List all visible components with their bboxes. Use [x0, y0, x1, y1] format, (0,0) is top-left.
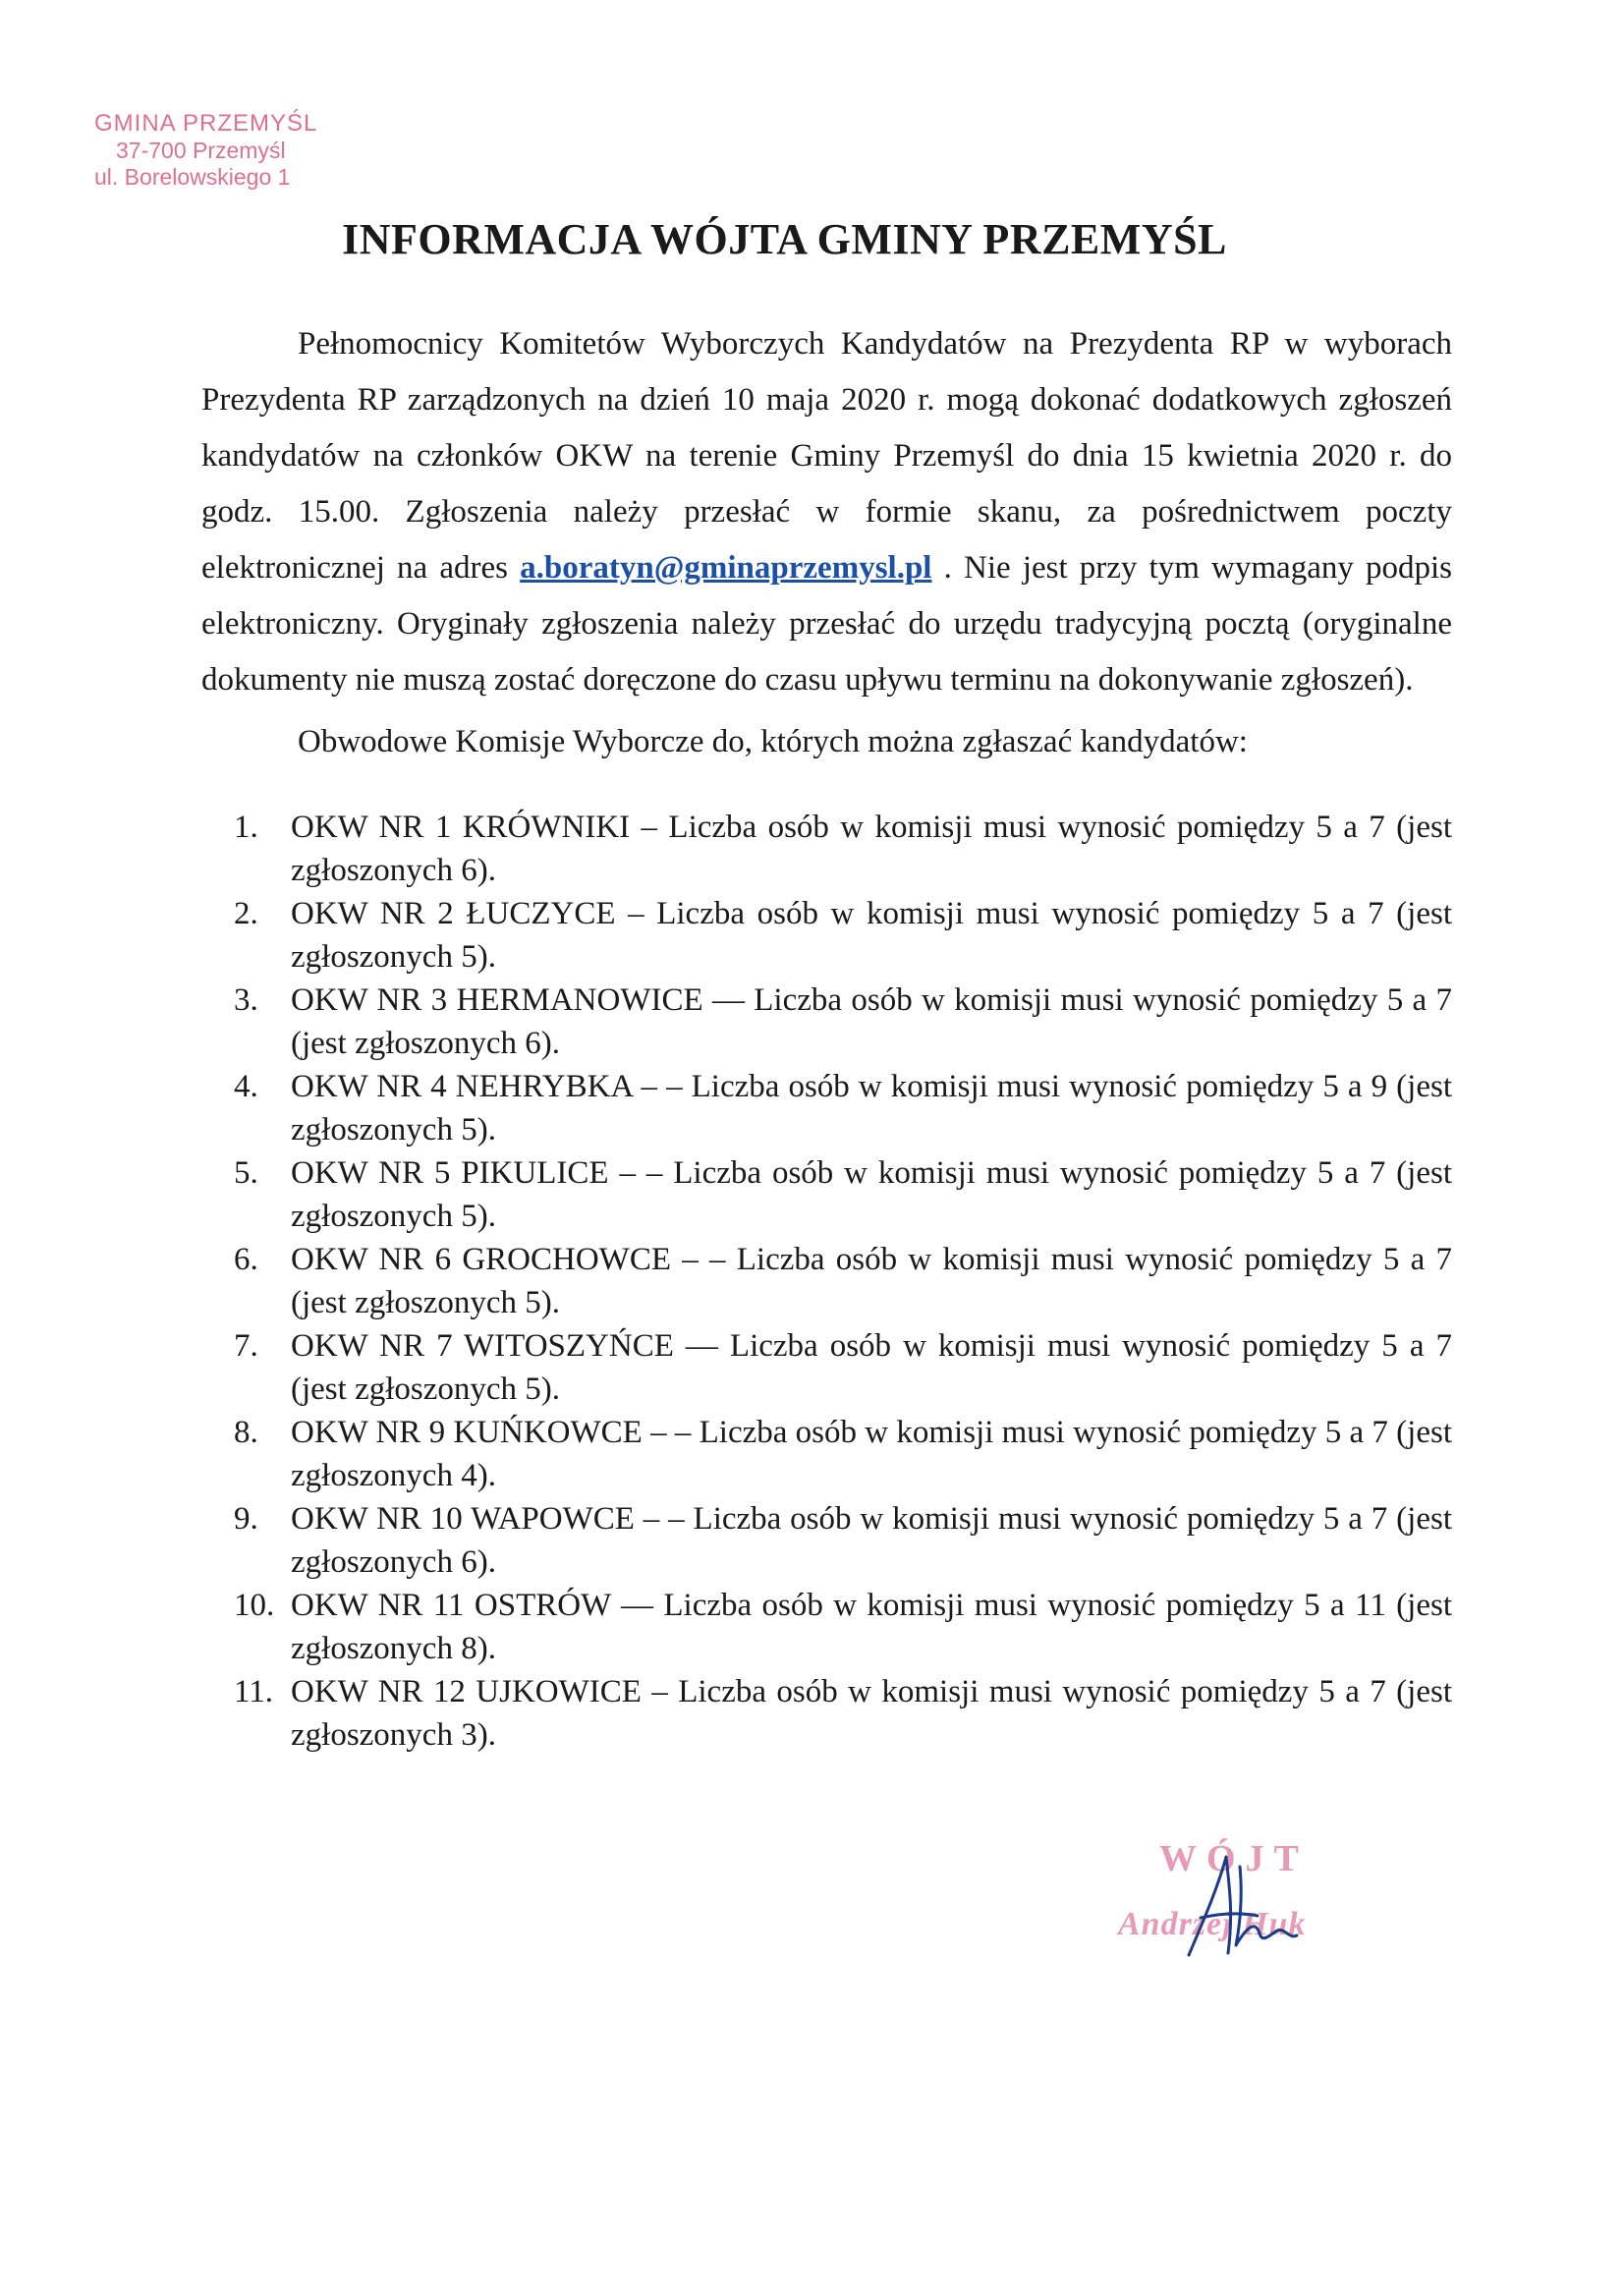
municipality-stamp: [94, 110, 350, 192]
okw-list-item: [234, 1151, 1452, 1238]
okw-item-text: OKW NR 4 NEHRYBKA – – Liczba osób w komisji musi wynosić pomiędzy 5 a 9 (jest zgłoszonych 5).: [291, 1069, 1452, 1148]
okw-list-item: [234, 1238, 1452, 1324]
stamp-line-postal: 37-700 Przemyśl: [116, 138, 286, 164]
okw-list-item: [234, 1584, 1452, 1670]
document-title: [0, 214, 1624, 264]
handwritten-signature: [1149, 1837, 1307, 1975]
signature-stamp-title: WÓJT: [1159, 1838, 1309, 1879]
okw-item-number: 4.: [234, 1069, 258, 1104]
okw-item-number: 1.: [234, 810, 258, 845]
okw-list-item: [234, 1065, 1452, 1151]
okw-list-item: [234, 1497, 1452, 1584]
okw-item-text: OKW NR 10 WAPOWCE – – Liczba osób w komisji musi wynosić pomiędzy 5 a 7 (jest zgłoszonych 6).: [291, 1501, 1452, 1580]
okw-item-text: OKW NR 11 OSTRÓW — Liczba osób w komisji musi wynosić pomiędzy 5 a 11 (jest zgłoszonych 8).: [291, 1588, 1452, 1666]
okw-list-item: [234, 1670, 1452, 1757]
announcement-paragraph: [201, 316, 1452, 708]
main-body: [201, 316, 1452, 770]
okw-item-number: 8.: [234, 1415, 258, 1450]
okw-item-text: OKW NR 9 KUŃKOWCE – – Liczba osób w komisji musi wynosić pomiędzy 5 a 7 (jest zgłoszonych 4).: [291, 1415, 1452, 1493]
okw-item-text: OKW NR 6 GROCHOWCE – – Liczba osób w komisji musi wynosić pomiędzy 5 a 7 (jest zgłoszonych 5).: [291, 1242, 1452, 1320]
okw-list: [234, 806, 1452, 1757]
okw-item-text: OKW NR 5 PIKULICE – – Liczba osób w komisji musi wynosić pomiędzy 5 a 7 (jest zgłoszonych 5).: [291, 1155, 1452, 1234]
okw-item-number: 9.: [234, 1501, 258, 1537]
email-link[interactable]: a.boratyn@gminaprzemysl.pl: [520, 550, 932, 586]
okw-item-number: 7.: [234, 1328, 258, 1364]
stamp-line-name: GMINA PRZEMYŚL: [94, 110, 318, 137]
okw-item-number: 5.: [234, 1155, 258, 1191]
okw-list-item: [234, 892, 1452, 979]
okw-list-item: [234, 1324, 1452, 1411]
okw-item-text: OKW NR 1 KRÓWNIKI – Liczba osób w komisji musi wynosić pomiędzy 5 a 7 (jest zgłoszonych 6).: [291, 810, 1452, 888]
okw-item-number: 3.: [234, 982, 258, 1018]
signature-stamp-name: Andrzej Huk: [1118, 1906, 1307, 1942]
document-title-text: INFORMACJA WÓJTA GMINY PRZEMYŚL: [342, 215, 1227, 263]
okw-item-text: OKW NR 2 ŁUCZYCE – Liczba osób w komisji musi wynosić pomiędzy 5 a 7 (jest zgłoszonych 5).: [291, 896, 1452, 975]
list-intro: Obwodowe Komisje Wyborcze do, których można zgłaszać kandydatów:: [298, 724, 1248, 759]
okw-list-item: [234, 1411, 1452, 1497]
paragraph-part-2: . Nie jest przy tym wymagany podpis elektroniczny. Oryginały zgłoszenia należy przesłać do urzędu tradycyjną pocztą (oryginalne dokumenty nie muszą zostać doręczone do czasu upływu terminu na dokonywanie zgłoszeń).: [201, 550, 1452, 698]
stamp-line-street: ul. Borelowskiego 1: [94, 164, 291, 191]
okw-list-item: [234, 806, 1452, 892]
okw-item-number: 6.: [234, 1242, 258, 1277]
okw-item-text: OKW NR 12 UJKOWICE – Liczba osób w komisji musi wynosić pomiędzy 5 a 7 (jest zgłoszonych 3).: [291, 1674, 1452, 1753]
paragraph-part-1: Pełnomocnicy Komitetów Wyborczych Kandydatów na Prezydenta RP w wyborach Prezydenta RP zarządzonych na dzień 10 maja 2020 r. mogą dokonać dodatkowych zgłoszeń kandydatów na członków OKW na terenie Gminy Przemyśl do dnia 15 kwietnia 2020 r. do godz. 15.00. Zgłoszenia należy przesłać w formie skanu, za pośrednictwem poczty elektronicznej na adres: [201, 326, 1452, 586]
okw-item-text: OKW NR 7 WITOSZYŃCE — Liczba osób w komisji musi wynosić pomiędzy 5 a 7 (jest zgłoszonych 5).: [291, 1328, 1452, 1407]
okw-item-number: 2.: [234, 896, 258, 931]
signature-block: [1100, 1837, 1356, 1975]
okw-item-number: 11.: [234, 1674, 274, 1709]
okw-item-number: 10.: [234, 1588, 275, 1623]
okw-item-text: OKW NR 3 HERMANOWICE — Liczba osób w komisji musi wynosić pomiędzy 5 a 7 (jest zgłoszonych 6).: [291, 982, 1452, 1061]
okw-list-item: [234, 979, 1452, 1065]
